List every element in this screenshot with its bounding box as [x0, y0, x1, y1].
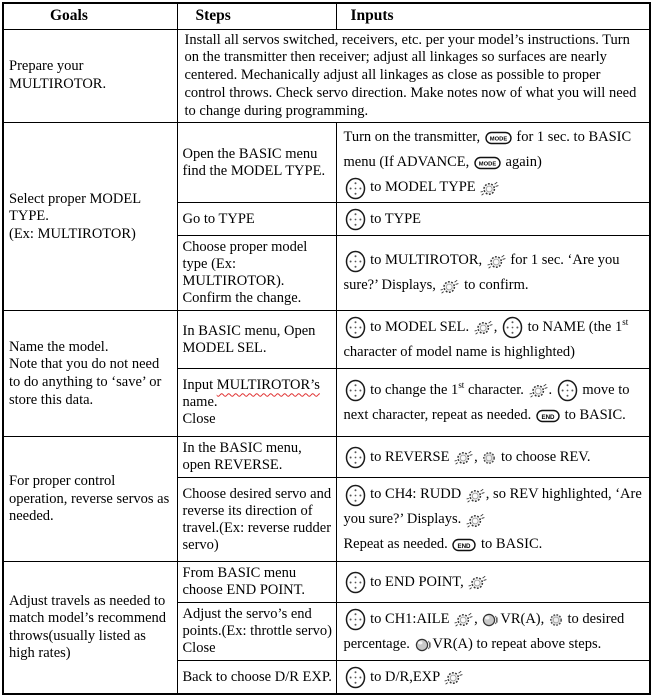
nav-dial-icon — [345, 666, 366, 689]
dial-press-icon — [480, 180, 499, 197]
text-run: character of model name is highlighted) — [343, 343, 576, 360]
input-cell — [336, 311, 650, 369]
step-cell: Choose desired servo and reverse its direction of travel.(Ex: reverse rudder servo) — [177, 478, 336, 562]
input-cell — [336, 603, 650, 661]
text-run: Adjust the servo’s end points.(Ex: throttle servo) — [182, 606, 332, 640]
text-run: Note that you do not need to do anything to ‘save’ or store this data. — [9, 356, 162, 408]
dial-press-icon — [474, 319, 493, 336]
table-row — [3, 123, 650, 203]
text-run: VR(A) to repeat above steps. — [432, 635, 602, 652]
table-row — [3, 29, 650, 123]
text-run: VR(A), — [500, 610, 548, 627]
nav-dial-icon — [345, 571, 366, 594]
goal-cell: Adjust travels as needed to match model’s recommend throws(usually listed as high rates) — [3, 562, 177, 694]
nav-dial-icon — [345, 446, 366, 469]
step-cell — [177, 369, 336, 437]
goal-cell — [3, 123, 177, 311]
step-cell: In the BASIC menu, open REVERSE. — [177, 437, 336, 478]
vr-knob-icon — [415, 638, 432, 652]
nav-dial-icon — [345, 379, 366, 402]
input-cell — [336, 661, 650, 694]
dial-press-icon — [444, 669, 463, 686]
dial-press-icon — [454, 449, 473, 466]
dial-press-icon — [468, 574, 487, 591]
text-run: , — [474, 448, 482, 465]
header-inputs: Inputs — [336, 3, 650, 29]
text-run: (Ex: MULTIROTOR) — [9, 225, 136, 242]
header-steps: Steps — [177, 3, 336, 29]
dial-press-icon — [466, 512, 485, 529]
dial-press-icon — [529, 382, 548, 399]
text-run: to MODEL SEL. — [366, 318, 473, 335]
text-run: to confirm. — [460, 277, 529, 294]
text-run: to BASIC. — [560, 406, 626, 423]
text-run: to TYPE — [366, 210, 422, 227]
text-run: Select proper MODEL TYPE. — [9, 190, 141, 225]
text-run: to REVERSE — [366, 448, 454, 465]
merged-input-cell: Install all servos switched, receivers, etc. per your model’s instructions. Turn on the transmitter then receiver; adjust all linkages so surfaces are nearly centered. Mechanically adjust all linkages as close as possible to proper control throws. Check servo direction. Make notes now of what you will need to change during programming. — [177, 29, 650, 123]
text-run: to MULTIROTOR, — [366, 252, 486, 269]
nav-dial-icon — [345, 177, 366, 200]
text-run: character. — [464, 381, 528, 398]
text-run: for 1 sec. ‘Are you sure?’ Displays, — [343, 252, 620, 294]
end-button-icon — [452, 538, 476, 552]
text-run: Repeat as needed. — [343, 536, 452, 553]
text-run: to choose REV. — [497, 448, 591, 465]
step-cell: In BASIC menu, Open MODEL SEL. — [177, 311, 336, 369]
text-run: , so REV highlighted, ‘Are you sure?’ Displays. — [343, 486, 642, 528]
input-cell — [336, 478, 650, 562]
dial-press-icon — [440, 278, 459, 295]
vr-knob-icon — [482, 613, 499, 627]
nav-dial-icon — [345, 608, 366, 631]
step-cell: Open the BASIC menu find the MODEL TYPE. — [177, 123, 336, 203]
text-run: , — [493, 318, 501, 335]
text-run: name. — [182, 394, 218, 411]
instruction-table — [2, 2, 651, 695]
text-run: Turn on the transmitter, — [343, 129, 484, 146]
text-run: to CH1:AILE — [366, 610, 454, 627]
text-run: to BASIC. — [477, 536, 543, 553]
input-cell — [336, 369, 650, 437]
text-run: for 1 sec. to BASIC menu (If ADVANCE, — [343, 129, 632, 171]
step-cell: Choose proper model type (Ex: MULTIROTOR). Confirm the change. — [177, 236, 336, 311]
text-run: to NAME (the 1 — [523, 318, 623, 335]
text-run: move to next character, repeat as needed. — [343, 381, 630, 423]
superscript-text: st — [458, 380, 465, 391]
text-run: to CH4: RUDD — [366, 486, 465, 503]
nav-dial-icon — [345, 484, 366, 507]
dial-turn-icon — [482, 451, 496, 465]
dial-press-icon — [454, 611, 473, 628]
text-run: , — [474, 610, 482, 627]
dial-press-icon — [466, 487, 485, 504]
svg-text:MODE: MODE — [478, 161, 497, 168]
header-goals: Goals — [3, 3, 177, 29]
header-row — [3, 3, 650, 29]
input-cell — [336, 437, 650, 478]
text-run: to MODEL TYPE — [366, 179, 480, 196]
text-run: . — [548, 381, 556, 398]
text-run: to D/R,EXP — [366, 668, 444, 685]
step-cell: Go to TYPE — [177, 203, 336, 236]
dial-press-icon — [487, 253, 506, 270]
input-cell — [336, 123, 650, 203]
text-run: Name the model. — [9, 338, 109, 355]
nav-dial-icon — [345, 316, 366, 339]
goal-cell — [3, 311, 177, 437]
superscript-text: st — [622, 317, 629, 328]
table-row — [3, 311, 650, 369]
table-row — [3, 562, 650, 603]
nav-dial-icon — [345, 208, 366, 231]
mode-button-icon — [474, 156, 501, 170]
input-cell — [336, 203, 650, 236]
text-run: to desired percentage. — [343, 610, 625, 652]
text-run: Close — [182, 411, 216, 428]
svg-text:END: END — [457, 543, 471, 551]
goal-cell: Prepare your MULTIROTOR. — [3, 29, 177, 123]
input-cell — [336, 562, 650, 603]
step-cell: From BASIC menu choose END POINT. — [177, 562, 336, 603]
step-cell: Back to choose D/R EXP. — [177, 661, 336, 694]
text-run: Close — [182, 640, 216, 657]
dial-turn-icon — [549, 613, 563, 627]
svg-text:MODE: MODE — [489, 136, 507, 143]
table-row — [3, 437, 650, 478]
nav-dial-icon — [345, 250, 366, 273]
nav-dial-icon — [502, 316, 523, 339]
step-cell — [177, 603, 336, 661]
nav-dial-icon — [557, 379, 578, 402]
spellcheck-flagged-text: MULTIROTOR’s — [216, 377, 320, 394]
text-run: to END POINT, — [366, 573, 468, 590]
goal-cell: For proper control operation, reverse servos as needed. — [3, 437, 177, 562]
input-cell — [336, 236, 650, 311]
svg-text:END: END — [541, 413, 555, 421]
text-run: to change the 1 — [366, 381, 459, 398]
text-run: again) — [501, 154, 542, 171]
mode-button-icon — [485, 131, 512, 145]
text-run: Input — [182, 377, 217, 394]
end-button-icon — [536, 409, 560, 423]
